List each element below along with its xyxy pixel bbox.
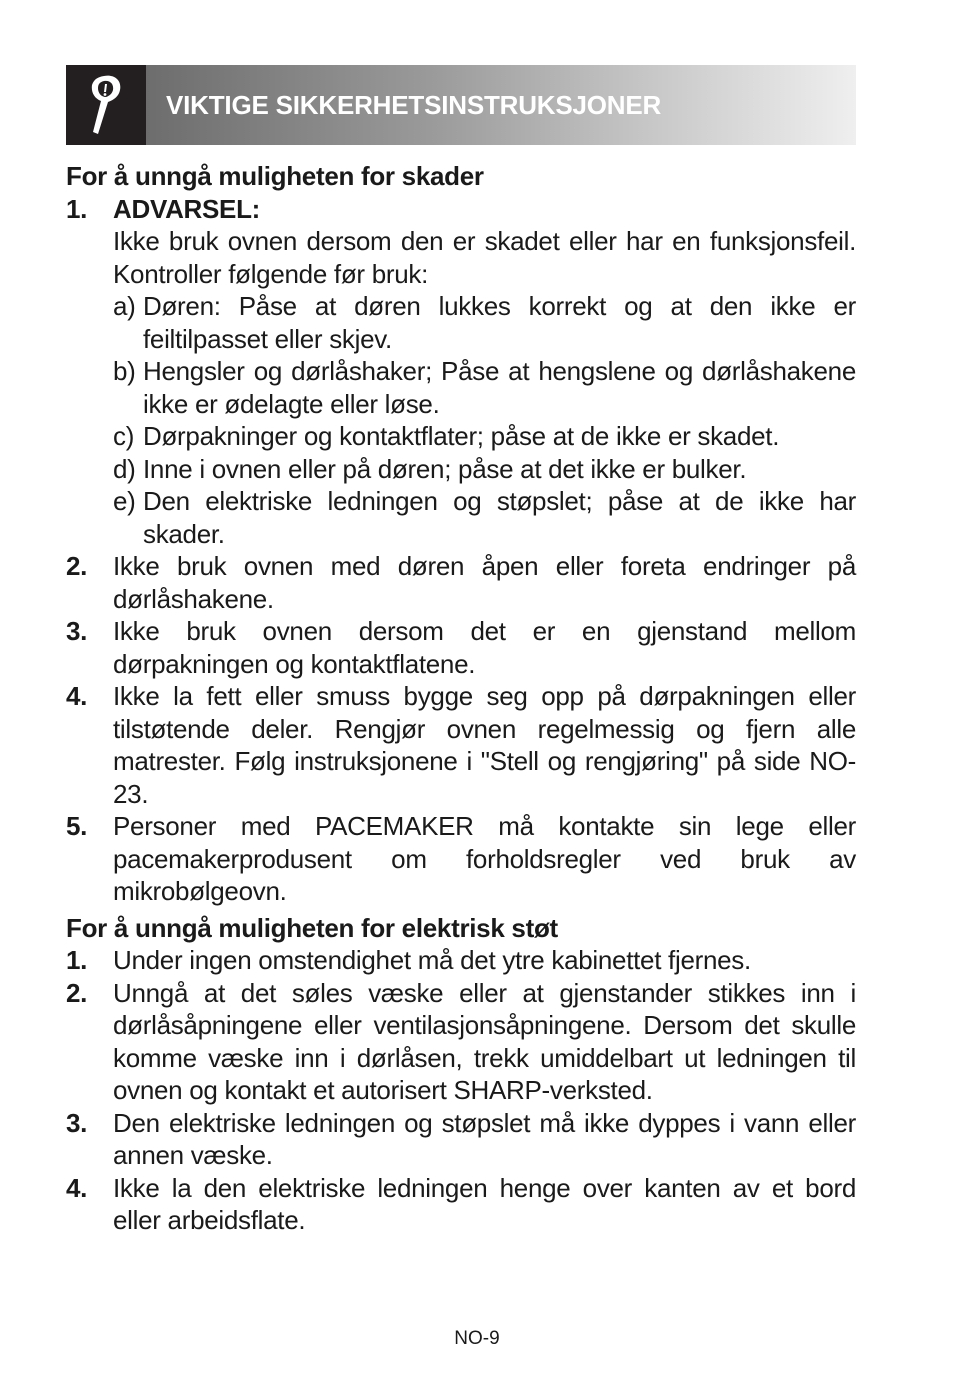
list-item: [66, 1107, 856, 1172]
item-text: Den elektriske ledningen og støpslet må ikke dyppes i vann eller annen væske.: [113, 1107, 856, 1170]
sub-item: [113, 453, 856, 486]
list-item: [66, 193, 856, 551]
sub-text: Den elektriske ledningen og støpslet; påse at de ikke har skader.: [143, 486, 856, 549]
sub-letter: b): [113, 356, 136, 386]
item-number: 1.: [66, 945, 88, 975]
sub-text: Inne i ovnen eller på døren; påse at det ikke er bulker.: [143, 453, 747, 484]
item-number: 4.: [66, 681, 88, 711]
section-header: [66, 65, 856, 145]
sub-text: Døren: Påse at døren lukkes korrekt og at den ikke er feiltilpasset eller skjev.: [143, 291, 856, 354]
item-title: ADVARSEL:: [113, 193, 261, 224]
item-text: Ikke la den elektriske ledningen henge over kanten av et bord eller arbeidsflate.: [113, 1172, 856, 1235]
item-number: 2.: [66, 977, 88, 1008]
item-number: 3.: [66, 1107, 88, 1138]
item-number: 3.: [66, 616, 88, 646]
sub-text: Hengsler og dørlåshaker; Påse at hengslene og dørlåshakene ikke er ødelagte eller løse.: [143, 356, 856, 419]
list-item: [66, 810, 856, 908]
item-number: 2.: [66, 551, 88, 581]
sub-item: [113, 355, 856, 420]
list-item: [66, 977, 856, 1107]
item-text: Ikke bruk ovnen dersom det er en gjenstand mellom dørpakningen og kontaktflatene.: [113, 616, 856, 679]
sub-list: [113, 290, 856, 550]
list-item: [66, 615, 856, 680]
list-item: [66, 680, 856, 810]
item-text: Under ingen omstendighet må det ytre kabinettet fjernes.: [113, 945, 751, 975]
sub-letter: d): [113, 453, 136, 484]
sub-item: [113, 485, 856, 550]
sub-item: [113, 290, 856, 355]
sub-letter: e): [113, 486, 136, 516]
list-item: [66, 550, 856, 615]
page-number: NO-9: [454, 1328, 500, 1349]
header-bar: [146, 65, 856, 145]
list-item: [66, 944, 856, 977]
header-icon-box: [66, 65, 146, 145]
item-text: Ikke bruk ovnen dersom den er skadet eller har en funksjonsfeil. Kontroller følgende før bruk:: [113, 226, 856, 289]
item-text: Ikke bruk ovnen med døren åpen eller foreta endringer på dørlåshakene.: [113, 551, 856, 614]
sub-letter: c): [113, 421, 135, 451]
item-text: Personer med PACEMAKER må kontakte sin lege eller pacemakerprodusent om forholdsregler ved bruk av mikrobølgeovn.: [113, 811, 856, 906]
section-heading: For å unngå muligheten for elektrisk støt: [66, 912, 558, 943]
item-number: 4.: [66, 1172, 88, 1203]
sub-letter: a): [113, 291, 136, 321]
item-number: 5.: [66, 811, 88, 841]
page-title: VIKTIGE SIKKERHETSINSTRUKSJONER: [166, 89, 662, 120]
sub-text: Dørpakninger og kontaktflater; påse at de ikke er skadet.: [143, 421, 780, 451]
list-item: [66, 1172, 856, 1237]
sub-item: [113, 420, 856, 453]
item-text: Ikke la fett eller smuss bygge seg opp på dørpakningen eller tilstøtende deler. Rengjør ovnen regelmessig og fjern alle matrester. Følg instruksjonene i "Stell og rengjøring" på side NO-23.: [113, 681, 856, 809]
instructions-content: [66, 160, 856, 1237]
section-heading: For å unngå muligheten for skader: [66, 161, 484, 191]
caution-icon: [84, 72, 128, 138]
item-text: Unngå at det søles væske eller at gjenstander stikkes inn i dørlåsåpningene eller ventilasjonsåpningene. Dersom det skulle komme væske inn i dørlåsen, trekk umiddelbart ut ledningen til ovnen og kontakt et autorisert SHARP-verksted.: [113, 977, 856, 1105]
item-number: 1.: [66, 193, 88, 224]
